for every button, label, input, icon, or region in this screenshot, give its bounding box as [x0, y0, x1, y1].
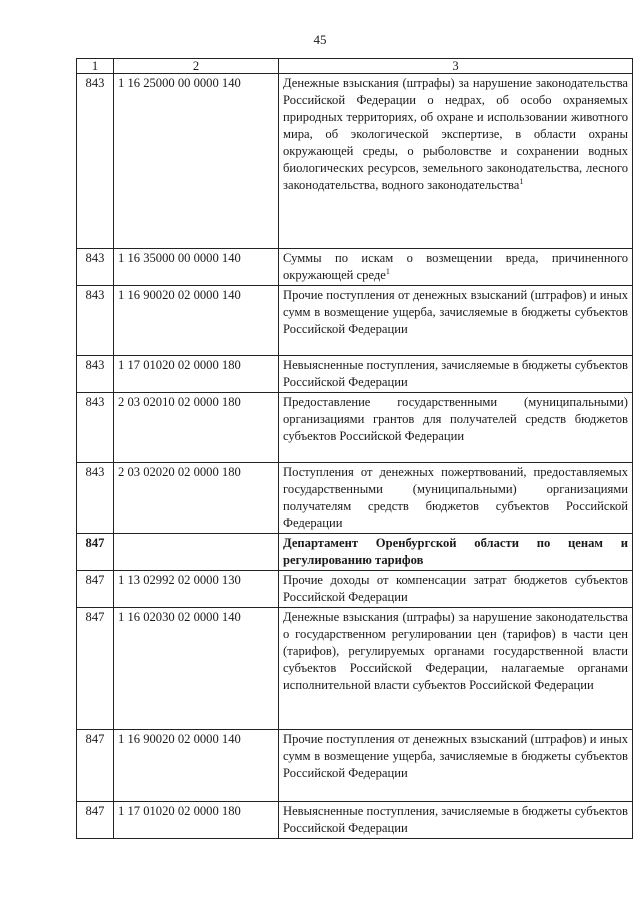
admin-code-cell: 843: [77, 286, 114, 356]
kbk-code-cell: [114, 534, 279, 571]
description-text: Невыясненные поступления, зачисляемые в бюджеты субъектов Российской Федерации: [283, 804, 628, 835]
admin-code-cell: 847: [77, 730, 114, 802]
kbk-code-cell: 1 16 35000 00 0000 140: [114, 249, 279, 286]
description-cell: [279, 730, 633, 802]
kbk-code-cell: 1 16 25000 00 0000 140: [114, 74, 279, 249]
description-text: Невыясненные поступления, зачисляемые в бюджеты субъектов Российской Федерации: [283, 358, 628, 389]
description-cell: [279, 571, 633, 608]
admin-code-cell: 847: [77, 534, 114, 571]
footnote-marker: 1: [519, 176, 524, 186]
description-cell: [279, 74, 633, 249]
column-header-kbk: 2: [114, 59, 279, 74]
description-text: Прочие поступления от денежных взысканий (штрафов) и иных сумм в возмещение ущерба, зачисляемые в бюджеты субъектов Российской Федерации: [283, 288, 628, 336]
description-cell: [279, 802, 633, 839]
table-header-row: [77, 59, 633, 74]
description-text: Прочие доходы от компенсации затрат бюджетов субъектов Российской Федерации: [283, 573, 628, 604]
table-row: [77, 393, 633, 463]
table-row: [77, 730, 633, 802]
column-header-admin-code: 1: [77, 59, 114, 74]
description-cell: [279, 356, 633, 393]
kbk-code-cell: 1 17 01020 02 0000 180: [114, 802, 279, 839]
description-text: Поступления от денежных пожертвований, предоставляемых государственными (муниципальными) организациями получателям средств бюджетов субъектов Российской Федерации: [283, 465, 628, 530]
description-text: Денежные взыскания (штрафы) за нарушение законодательства Российской Федерации о недрах, об особо охраняемых природных территориях, об охране и использовании животного мира, об экологической экспертизе, в области охраны окружающей среды, о рыболовстве и сохранении водных биологических ресурсов, земельного законодательства, лесного законодательства, водного законодательства: [283, 76, 628, 192]
table-row: [77, 608, 633, 730]
table-row: [77, 463, 633, 534]
description-text: Департамент Оренбургской области по ценам и регулированию тарифов: [283, 536, 628, 567]
footnote-marker: 1: [385, 266, 390, 276]
description-text: Суммы по искам о возмещении вреда, причиненного окружающей среде: [283, 251, 628, 282]
table-row: [77, 249, 633, 286]
table-section-row: [77, 534, 633, 571]
kbk-code-cell: 1 13 02992 02 0000 130: [114, 571, 279, 608]
table-body: [77, 74, 633, 839]
table-row: [77, 571, 633, 608]
description-text: Предоставление государственными (муниципальными) организациями грантов для получателей средств бюджетов субъектов Российской Федерации: [283, 395, 628, 443]
admin-code-cell: 843: [77, 249, 114, 286]
description-cell: [279, 249, 633, 286]
kbk-code-cell: 1 16 90020 02 0000 140: [114, 286, 279, 356]
admin-code-cell: 843: [77, 356, 114, 393]
description-cell: [279, 286, 633, 356]
description-cell: [279, 608, 633, 730]
page-number: 45: [313, 32, 327, 47]
kbk-code-cell: 1 16 90020 02 0000 140: [114, 730, 279, 802]
column-header-description: 3: [279, 59, 633, 74]
description-cell: [279, 393, 633, 463]
admin-code-cell: 843: [77, 74, 114, 249]
table-row: [77, 356, 633, 393]
table-row: [77, 74, 633, 249]
kbk-code-cell: 1 17 01020 02 0000 180: [114, 356, 279, 393]
admin-code-cell: 847: [77, 802, 114, 839]
description-cell: [279, 534, 633, 571]
kbk-code-cell: 2 03 02020 02 0000 180: [114, 463, 279, 534]
description-text: Денежные взыскания (штрафы) за нарушение законодательства о государственном регулировании цен (тарифов) в части цен (тарифов), регулируемых органами государственной власти субъектов Российской Федерации, налагаемые органами исполнительной власти субъектов Российской Федерации: [283, 610, 628, 692]
admin-code-cell: 843: [77, 393, 114, 463]
kbk-code-cell: 1 16 02030 02 0000 140: [114, 608, 279, 730]
table-row: [77, 802, 633, 839]
admin-code-cell: 847: [77, 571, 114, 608]
admin-code-cell: 843: [77, 463, 114, 534]
description-text: Прочие поступления от денежных взысканий (штрафов) и иных сумм в возмещение ущерба, зачисляемые в бюджеты субъектов Российской Федерации: [283, 732, 628, 780]
revenue-codes-table: [76, 58, 633, 839]
description-cell: [279, 463, 633, 534]
admin-code-cell: 847: [77, 608, 114, 730]
kbk-code-cell: 2 03 02010 02 0000 180: [114, 393, 279, 463]
table-row: [77, 286, 633, 356]
